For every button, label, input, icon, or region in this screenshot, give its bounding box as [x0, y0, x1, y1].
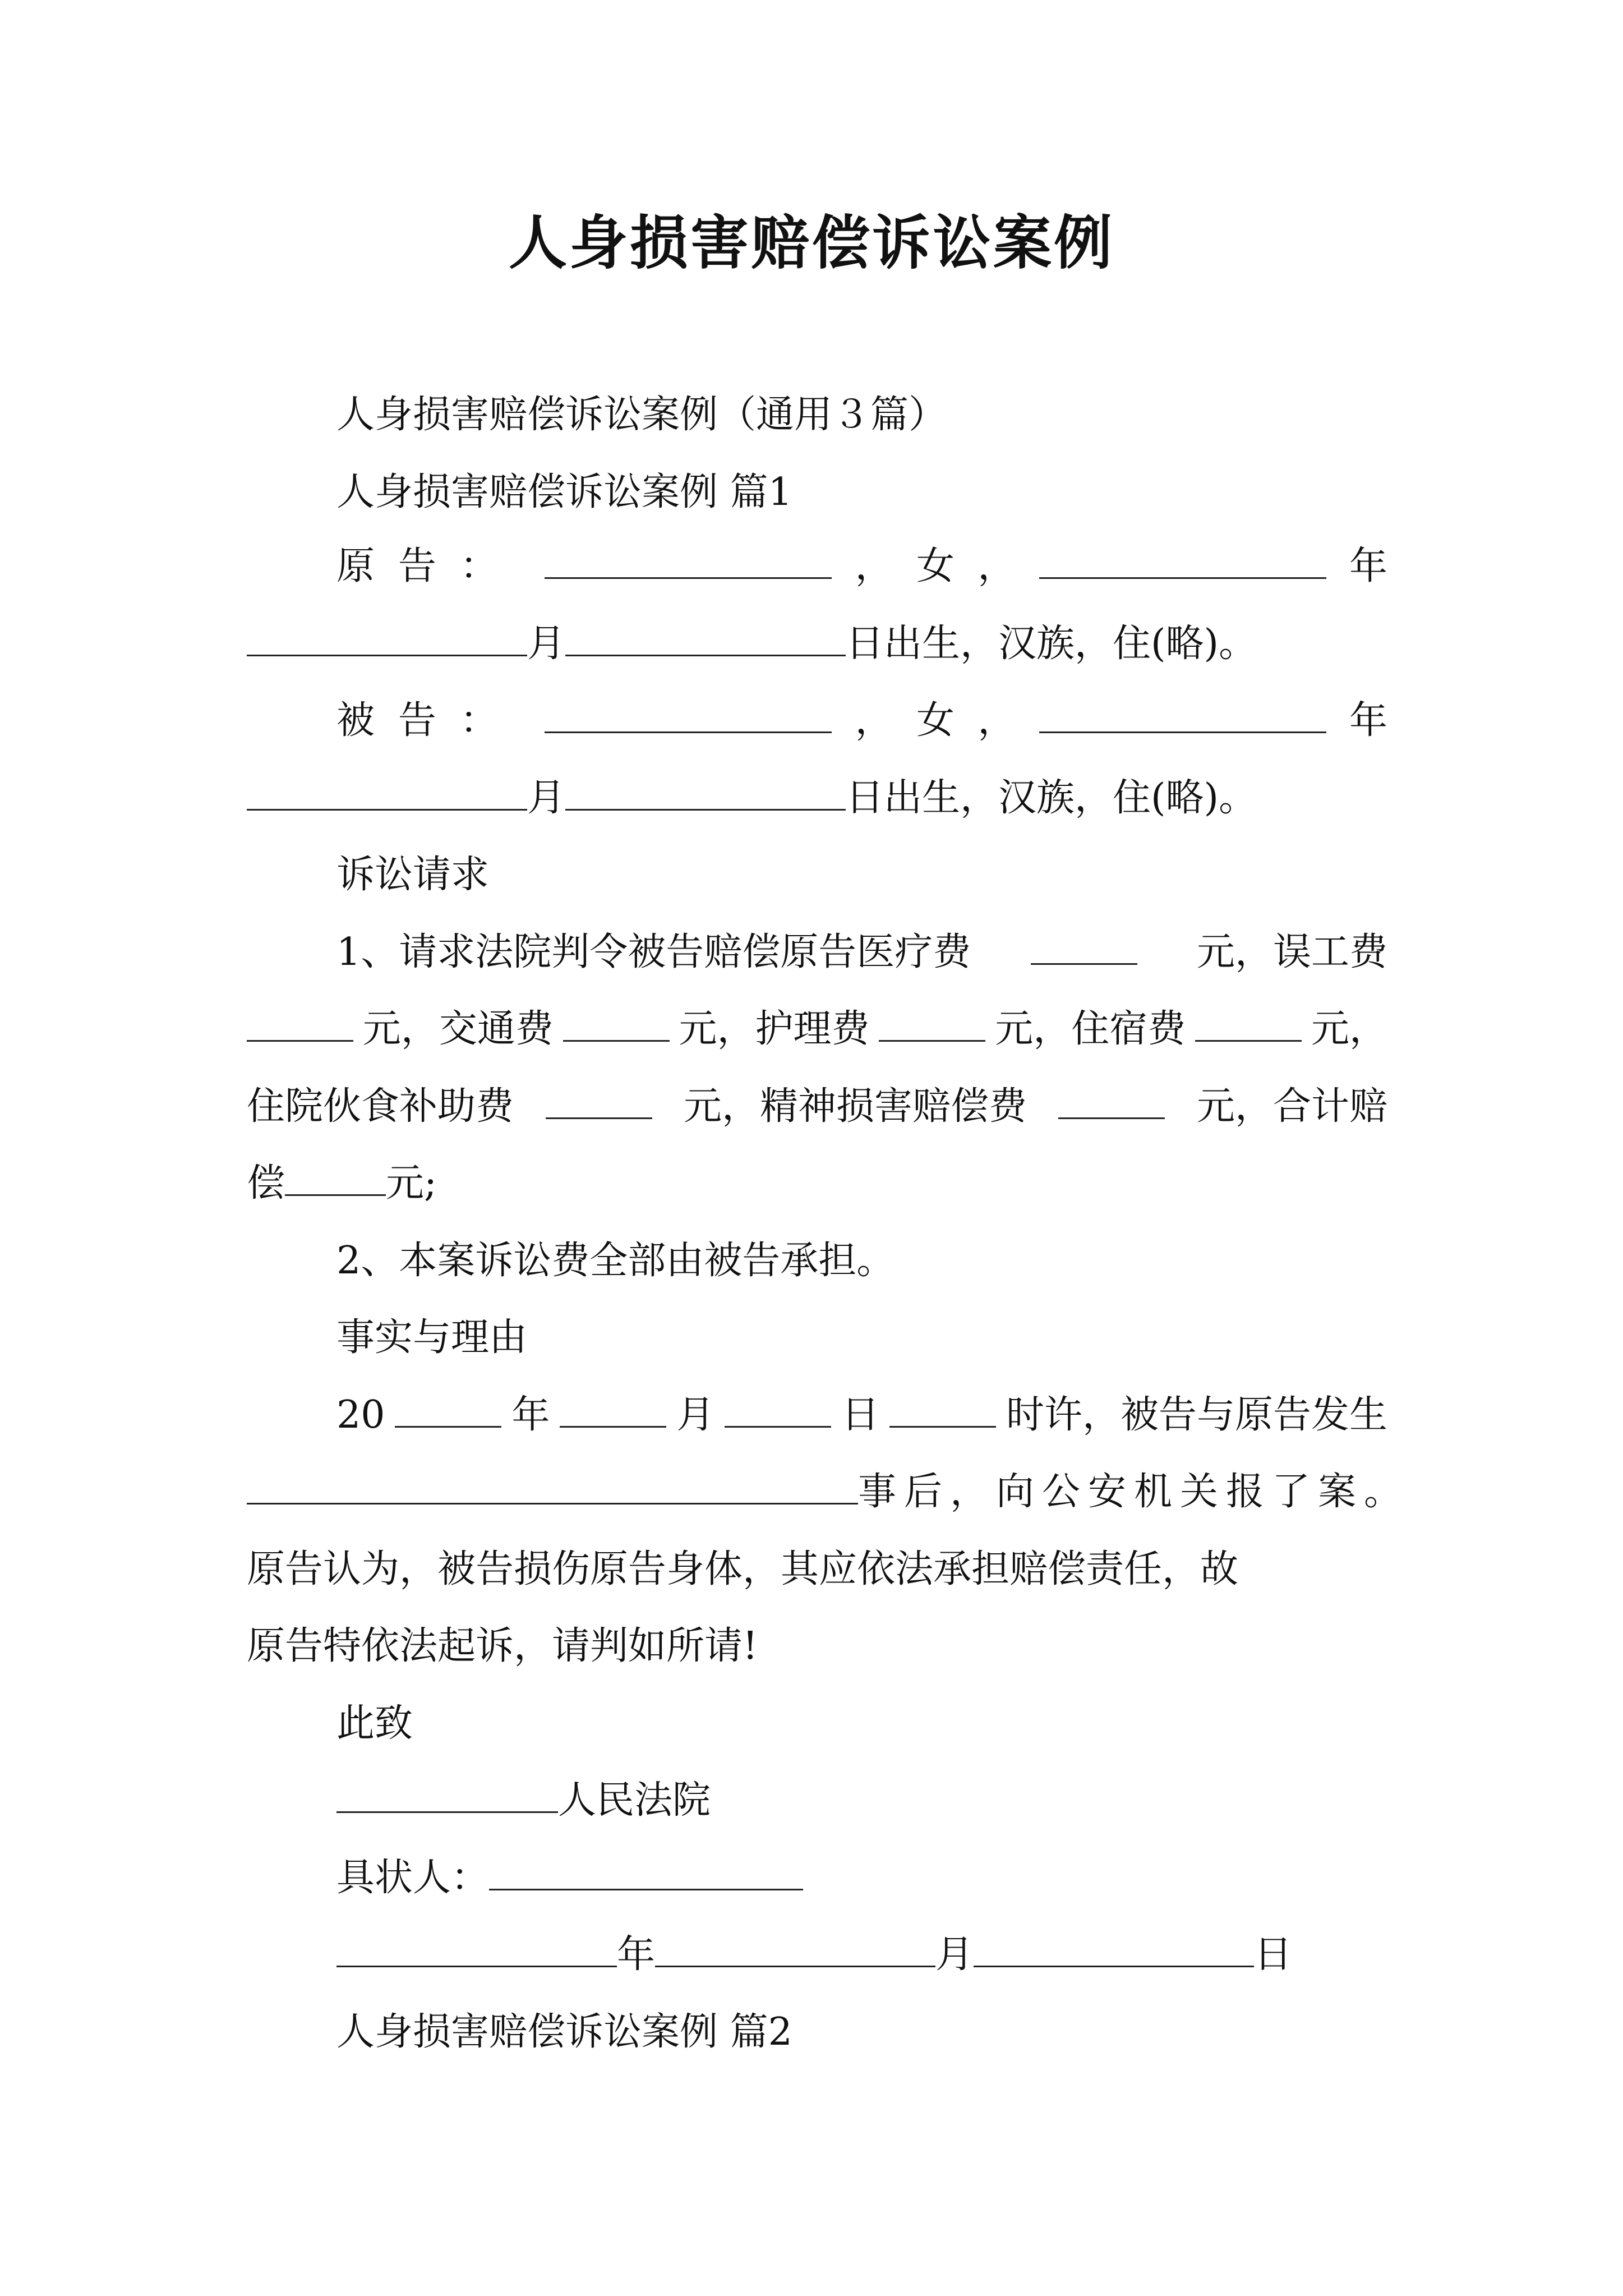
- signer-blank: [489, 1852, 803, 1890]
- plaintiff-birth-tail: 日出生，汉族，住(略)。: [846, 622, 1257, 666]
- plaintiff-label: 原告：: [336, 544, 522, 588]
- facts-year-blank: [395, 1389, 501, 1428]
- claim1-line-1: [336, 924, 1387, 981]
- signer-line: [336, 1850, 1387, 1906]
- facts-line-4: 原告特依法起诉，请判如所请!: [247, 1624, 758, 1668]
- plaintiff-line-2: [247, 616, 1387, 672]
- facts-line-2: [247, 1464, 1410, 1520]
- court-line: [336, 1773, 1387, 1829]
- facts-line-3: 原告认为，被告损伤原告身体，其应依法承担赔偿责任，故: [247, 1547, 1239, 1591]
- facts-heading: 事实与理由: [336, 1315, 528, 1360]
- defendant-gender: 女: [916, 698, 955, 743]
- defendant-sep2: ，: [978, 698, 1016, 743]
- facts-hour-blank: [889, 1389, 996, 1428]
- court-name-blank: [336, 1774, 558, 1813]
- facts-day-blank: [725, 1389, 831, 1428]
- defendant-label: 被告：: [336, 698, 522, 743]
- facts-incident-blank: [247, 1466, 858, 1504]
- claim1-text-d: 元，护理费: [679, 1007, 870, 1051]
- date-day-blank: [974, 1929, 1254, 1967]
- court-label: 人民法院: [558, 1778, 711, 1823]
- plaintiff-line-1: [336, 539, 1387, 595]
- closing: 此致: [336, 1701, 413, 1746]
- claim1-text-e: 元，住宿费: [995, 1007, 1186, 1051]
- claim1-text-f: 元，: [1311, 1007, 1387, 1051]
- defendant-year-blank: [1039, 694, 1326, 733]
- plaintiff-month-blank: [247, 618, 527, 656]
- facts-text-a: 时许，被告与原告发生: [1006, 1393, 1387, 1437]
- plaintiff-year-blank: [1039, 540, 1326, 579]
- defendant-day-blank: [565, 772, 846, 811]
- date-line: [336, 1927, 1387, 1983]
- claim2: 2、本案诉讼费全部由被告承担。: [336, 1239, 895, 1283]
- claim1-lost-wages-blank: [247, 1003, 353, 1042]
- signer-label: 具状人：: [336, 1856, 490, 1900]
- date-month-blank: [655, 1929, 935, 1967]
- claim1-text-c: 元，交通费: [362, 1007, 554, 1051]
- claim1-text-h: 元，精神损害赔偿费: [683, 1084, 1027, 1129]
- date-year-label: 年: [617, 1932, 656, 1977]
- claim1-transport-fee-blank: [563, 1003, 670, 1042]
- defendant-birth-tail: 日出生，汉族，住(略)。: [846, 776, 1257, 820]
- plaintiff-sep1: ，: [855, 544, 893, 588]
- document-subtitle: 人身损害赔偿诉讼案例（通用３篇）: [336, 393, 947, 437]
- plaintiff-sep2: ，: [978, 544, 1016, 588]
- defendant-line-2: [247, 770, 1387, 826]
- plaintiff-year-label: 年: [1349, 544, 1387, 588]
- plaintiff-day-blank: [565, 618, 846, 656]
- claim1-line-2: [247, 1001, 1387, 1057]
- defendant-year-label: 年: [1349, 698, 1387, 743]
- date-month-label: 月: [935, 1932, 974, 1977]
- piece2-heading: 人身损害赔偿诉讼案例 篇2: [336, 2010, 792, 2054]
- date-year-blank: [336, 1929, 617, 1967]
- piece1-heading: 人身损害赔偿诉讼案例 篇1: [336, 470, 792, 514]
- claim1-text-k: 元;: [386, 1161, 437, 1205]
- claim1-text-b: 元，误工费: [1196, 930, 1387, 974]
- claim1-mental-damage-blank: [1058, 1080, 1165, 1119]
- claim1-nursing-fee-blank: [879, 1003, 985, 1042]
- facts-month-label: 月: [676, 1393, 715, 1437]
- document-title: 人身损害赔偿诉讼案例: [508, 208, 1114, 277]
- claim1-line-4: [247, 1156, 1387, 1212]
- plaintiff-gender: 女: [916, 544, 955, 588]
- plaintiff-month-label: 月: [527, 622, 566, 666]
- claim1-meal-allowance-blank: [546, 1080, 652, 1119]
- claim1-text-j: 偿: [247, 1161, 285, 1205]
- claim1-line-3: [247, 1079, 1387, 1135]
- defendant-line-1: [336, 693, 1387, 749]
- claim1-medical-fee-blank: [1031, 926, 1137, 965]
- defendant-month-blank: [247, 772, 527, 811]
- claim1-text-i: 元，合计赔: [1196, 1084, 1387, 1129]
- defendant-name-blank: [545, 694, 832, 733]
- facts-month-blank: [560, 1389, 666, 1428]
- facts-text-b: 事后，向公安机关报了案。: [857, 1470, 1410, 1514]
- facts-year-prefix: 20: [336, 1393, 385, 1437]
- claims-heading: 诉讼请求: [336, 853, 490, 897]
- claim1-lodging-fee-blank: [1195, 1003, 1302, 1042]
- claim1-text-g: 住院伙食补助费: [247, 1084, 514, 1129]
- date-day-label: 日: [1254, 1932, 1293, 1977]
- facts-year-label: 年: [511, 1393, 550, 1437]
- defendant-month-label: 月: [527, 776, 566, 820]
- facts-line-1: [336, 1387, 1387, 1443]
- defendant-sep1: ，: [855, 698, 893, 743]
- facts-day-label: 日: [841, 1393, 880, 1437]
- claim1-total-blank: [285, 1157, 386, 1196]
- plaintiff-name-blank: [545, 540, 832, 579]
- claim1-text-a: 1、请求法院判令被告赔偿原告医疗费: [336, 930, 971, 974]
